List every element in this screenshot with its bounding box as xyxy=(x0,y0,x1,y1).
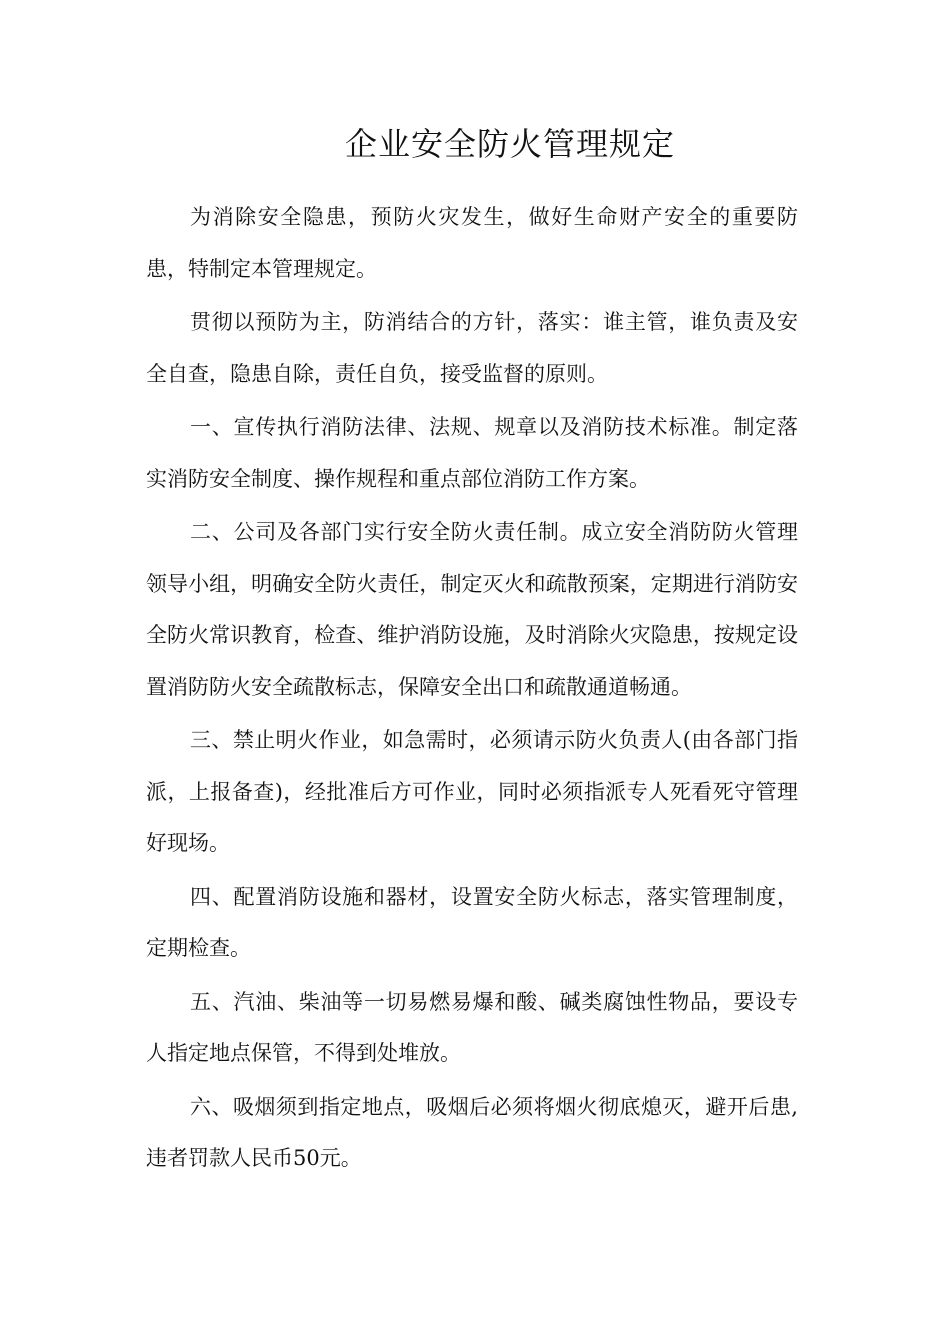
paragraph-item-2: 二、公司及各部门实行安全防火责任制。成立安全消防防火管理领导小组，明确安全防火责任，制定灭火和疏散预案，定期进行消防安全防火常识教育，检查、维护消防设施，及时消除火灾隐患，按规定设置消防防火安全疏散标志，保障安全出口和疏散通道畅通。 xyxy=(146,520,798,699)
paragraph-intro: 为消除安全隐患，预防火灾发生，做好生命财产安全的重要防患，特制定本管理规定。 xyxy=(146,205,798,281)
paragraph-item-4: 四、配置消防设施和器材，设置安全防火标志，落实管理制度，定期检查。 xyxy=(146,884,798,960)
document-body xyxy=(146,192,798,1187)
paragraph-item-1: 一、宣传执行消防法律、法规、规章以及消防技术标准。制定落实消防安全制度、操作规程和重点部位消防工作方案。 xyxy=(146,415,798,491)
paragraph-principle: 贯彻以预防为主，防消结合的方针，落实：谁主管，谁负责及安全自查，隐患自除，责任自负，接受监督的原则。 xyxy=(146,310,798,386)
paragraph-item-3: 三、禁止明火作业，如急需时，必须请示防火负责人(由各部门指派，上报备查)，经批准后方可作业，同时必须指派专人死看死守管理好现场。 xyxy=(146,728,798,855)
document-title: 企业安全防火管理规定 xyxy=(344,125,675,163)
paragraph-item-6: 六、吸烟须到指定地点，吸烟后必须将烟火彻底熄灭，避开后患,违者罚款人民币50元。 xyxy=(146,1094,798,1170)
paragraph-item-5: 五、汽油、柴油等一切易燃易爆和酸、碱类腐蚀性物品，要设专人指定地点保管，不得到处堆放。 xyxy=(146,989,798,1065)
